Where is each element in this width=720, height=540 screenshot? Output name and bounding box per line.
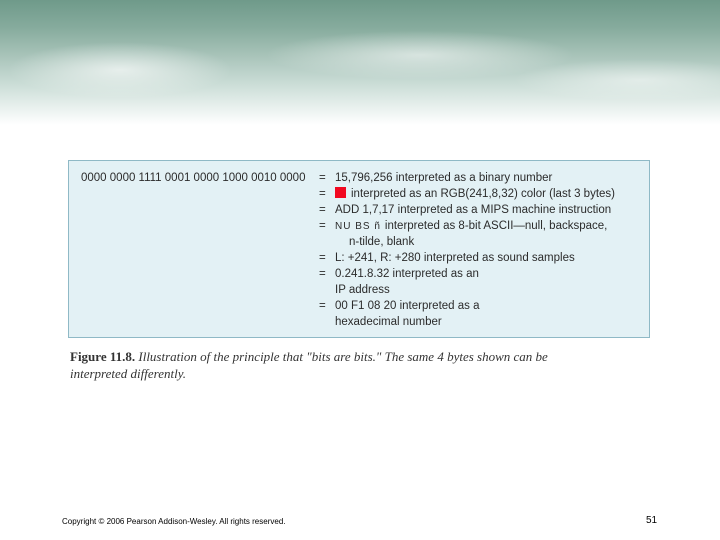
header-banner [0,0,720,125]
color-swatch [335,187,346,198]
interpretation-rgb-text: interpreted as an RGB(241,8,32) color (last 3 bytes) [351,188,615,200]
equals-sign: = [319,252,326,264]
equals-sign: = [319,268,326,280]
interpretation-ascii [335,218,607,235]
equals-sign: = [319,204,326,216]
equals-sign: = [319,300,326,312]
equals-sign: = [319,188,326,200]
interpretation-binary: 15,796,256 interpreted as a binary number [335,172,553,184]
interpretation-hex-cont: hexadecimal number [335,316,442,328]
interpretation-mips: ADD 1,7,17 interpreted as a MIPS machine instruction [335,204,612,216]
figure-caption-text: Illustration of the principle that "bits are bits." The same 4 bytes shown can be interpreted differently. [70,349,548,381]
figure-label: Figure 11.8. [70,349,136,364]
interpretation-rgb [335,186,615,202]
interpretation-sound: L: +241, R: +280 interpreted as sound samples [335,252,575,264]
interpretation-ip-cont: IP address [335,284,390,296]
page-number: 51 [646,515,658,526]
interpretation-ascii-cont: n-tilde, blank [349,236,415,248]
equals-sign: = [319,220,326,232]
interpretation-ascii-text: interpreted as 8-bit ASCII—null, backspace, [384,220,608,232]
interpretation-ip: 0.241.8.32 interpreted as an [335,268,479,280]
figure-caption [70,348,590,382]
figure-box [68,160,650,338]
equals-sign: = [319,172,326,184]
copyright-notice: Copyright © 2006 Pearson Addison-Wesley. All rights reserved. [62,517,286,526]
interpretation-hex: 00 F1 08 20 interpreted as a [335,300,480,312]
bit-string: 0000 0000 1111 0001 0000 1000 0010 0000 [81,172,306,184]
ascii-glyphs: NU BS ñ [335,221,381,232]
